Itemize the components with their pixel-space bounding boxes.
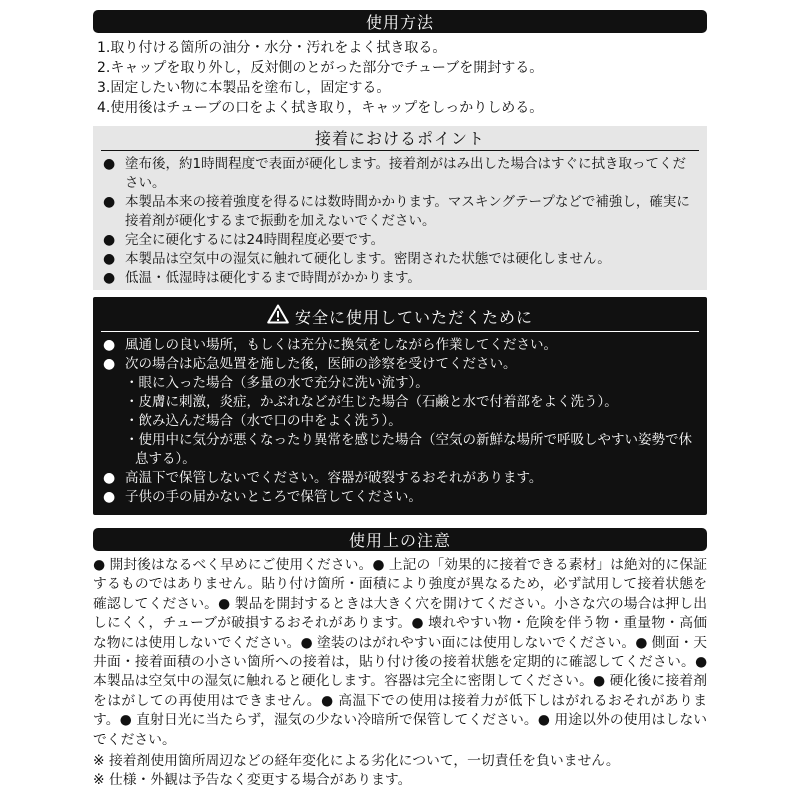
note: ※ 接着剤使用箇所周辺などの経年変化による劣化について，一切責任を負いません。: [93, 753, 620, 770]
safety-item: ● 次の場合は応急処置を施した後，医師の診察を受けてください。: [103, 355, 699, 374]
bonding-point: ● 低温・低湿時は硬化するまで時間がかかります。: [103, 269, 699, 288]
note: ※ 仕様・外観は予告なく変更する場合があります。: [93, 772, 412, 789]
usage-step: 2.キャップを取り外し，反対側のとがった部分でチューブを開封する。: [97, 60, 544, 76]
bonding-point: ● 塗布後，約1時間程度で表面が硬化します。接着剤がはみ出した場合はすぐに拭き取ってください。: [103, 155, 699, 193]
usage-step: 1.取り付ける箇所の油分・水分・汚れをよく拭き取る。: [97, 40, 447, 56]
safety-title: 安全に使用していただくために: [294, 307, 533, 327]
safety-subitem: ・飲み込んだ場合（水で口の中をよく洗う）。: [125, 413, 402, 429]
cautions-notes: [93, 752, 707, 791]
divider: [101, 331, 699, 332]
safety-subitem: ・皮膚に刺激，炎症，かぶれなどが生じた場合（石鹸と水で付着部をよく洗う）。: [125, 394, 618, 410]
safety-item: ● 高温下で保管しないでください。容器が破裂するおそれがあります。: [103, 469, 699, 488]
divider: [101, 150, 699, 151]
safety-subitem: ・使用中に気分が悪くなったり異常を感じた場合（空気の新鮮な場所で呼吸しやすい姿勢で休息する）。: [125, 432, 692, 467]
safety-item: ● 風通しの良い場所，もしくは充分に換気をしながら作業してください。: [103, 336, 699, 355]
safety-subitem: ・眼に入った場合（多量の水で充分に洗い流す）。: [125, 375, 429, 391]
bonding-points-list: [93, 155, 707, 288]
usage-steps: [93, 38, 707, 118]
usage-step: 4.使用後はチューブの口をよく拭き取り，キャップをしっかりしめる。: [97, 100, 544, 116]
safety-item: ● 子供の手の届かないところで保管してください。: [103, 488, 699, 507]
usage-title: 使用方法: [93, 10, 707, 33]
bonding-point: ● 本製品は空気中の湿気に触れて硬化します。密閉された状態では硬化しません。: [103, 250, 699, 269]
safety-header: [93, 301, 707, 331]
cautions-section: [93, 528, 707, 791]
safety-section: [93, 297, 707, 515]
warning-triangle-icon: [267, 304, 289, 328]
usage-step: 3.固定したい物に本製品を塗布し，固定する。: [97, 80, 391, 96]
usage-section: [93, 10, 707, 118]
cautions-body: ● 開封後はなるべく早めにご使用ください。● 上記の「効果的に接着できる素材」は絶対的に保証するものではありません。貼り付け箇所・面積により強度が異なるため，必ず試用して接着状態を確認してください。● 製品を開封するときは大きく穴を開けてください。小さな穴の場合は押し出しにくく，チューブが破損するおそれがあります。● 壊れやすい物・危険を伴う物・重量物・高価な物には使用しないでください。● 塗装のはがれやすい面には使用しないでください。● 側面・天井面・接着面積の小さい箇所への接着は，貼り付け後の接着状態を定期的に確認してください。● 本製品は空気中の湿気に触れると硬化します。容器は完全に密閉してください。● 硬化後に接着剤をはがしての再使用はできません。● 高温下での使用は接着力が低下しはがれるおそれがあります。● 直射日光に当たらず，湿気の少ない冷暗所で保管してください。● 用途以外の使用はしないでください。: [93, 557, 707, 748]
bonding-points-section: [93, 126, 707, 290]
cautions-title: 使用上の注意: [93, 528, 707, 551]
bonding-points-title: 接着におけるポイント: [314, 129, 485, 148]
bonding-point: ● 完全に硬化するには24時間程度必要です。: [103, 231, 699, 250]
safety-list: [93, 336, 707, 507]
bonding-point: ● 本製品本来の接着強度を得るには数時間かかります。マスキングテープなどで補強し，確実に接着剤が硬化するまで振動を加えないでください。: [103, 193, 699, 231]
